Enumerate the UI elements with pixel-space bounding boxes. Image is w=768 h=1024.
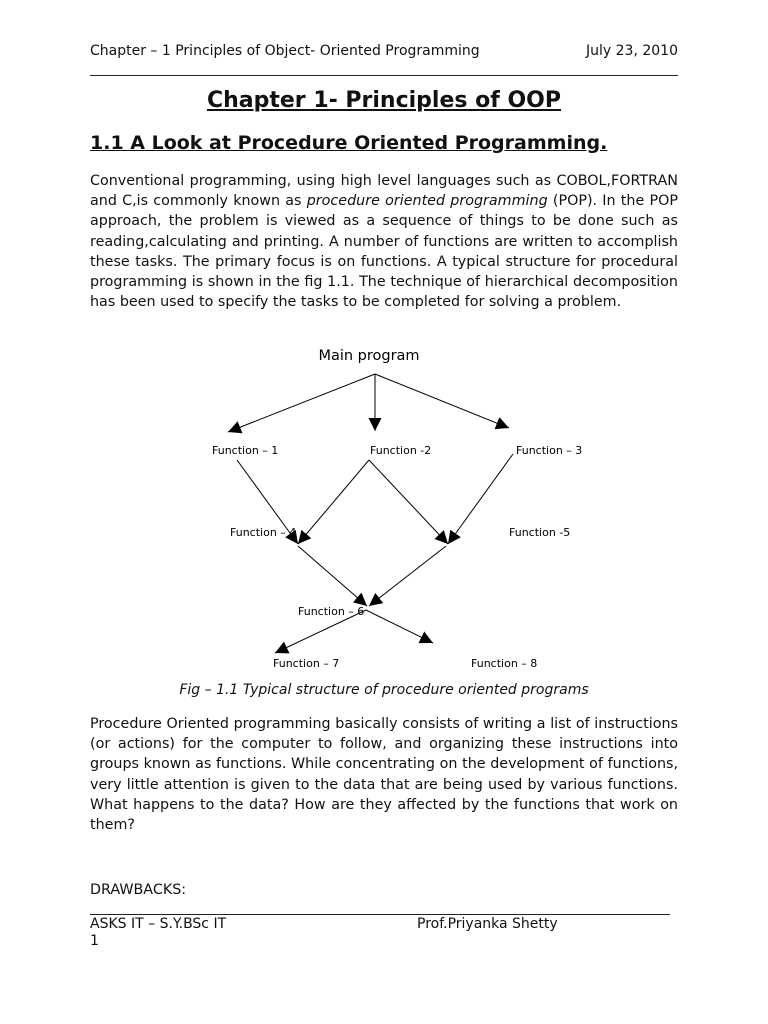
footer-institution: ASKS IT – S.Y.BSc IT xyxy=(90,916,227,932)
footer-rule xyxy=(90,914,670,915)
function-1-label: Function – 1 xyxy=(212,444,279,457)
diagram-arrows xyxy=(228,374,513,653)
section-heading: 1.1 A Look at Procedure Oriented Programming. xyxy=(90,132,608,154)
main-program-label: Main program xyxy=(318,348,420,364)
header-rule xyxy=(90,75,678,76)
arrow-f3-to-f5 xyxy=(448,454,513,544)
arrow-main-to-f1 xyxy=(228,374,375,432)
procedure-structure-diagram xyxy=(0,340,768,680)
function-8-label: Function – 8 xyxy=(471,657,538,670)
arrow-f5-to-f6 xyxy=(369,546,446,606)
figure-caption: Fig – 1.1 Typical structure of procedure oriented programs xyxy=(179,682,589,698)
chapter-title: Chapter 1- Principles of OOP xyxy=(206,88,562,113)
intro-text-italic: procedure oriented programming xyxy=(306,193,548,210)
running-header-date: July 23, 2010 xyxy=(586,43,678,59)
arrow-f6-to-f8 xyxy=(366,610,433,643)
function-7-label: Function – 7 xyxy=(273,657,340,670)
intro-paragraph xyxy=(90,171,678,312)
intro-text-part1: Conventional programming, using high level languages such as COBOL,FORTRAN and C,is commonly known as xyxy=(90,173,678,210)
arrow-f4-to-f6 xyxy=(298,546,367,606)
function-6-label: Function – 6 xyxy=(298,605,365,618)
function-2-label: Function -2 xyxy=(370,444,432,457)
body-paragraph: Procedure Oriented programming basically consists of writing a list of instructions (or actions) for the computer to follow, and organizing these instructions into groups known as functions. While concentrating on the development of functions, very little attention is given to the data that are being used by various functions. What happens to the data? How are they affected by the functions that work on them? xyxy=(90,716,678,834)
footer-author: Prof.Priyanka Shetty xyxy=(417,916,558,932)
arrow-f2-to-f5 xyxy=(369,460,448,544)
function-5-label: Function -5 xyxy=(509,526,571,539)
page-number: 1 xyxy=(90,933,99,949)
arrow-main-to-f3 xyxy=(375,374,509,428)
drawbacks-label: DRAWBACKS: xyxy=(90,882,187,898)
running-header-title: Chapter – 1 Principles of Object- Oriented Programming xyxy=(90,43,480,59)
arrow-f2-to-f4 xyxy=(298,460,369,544)
function-4-label: Function – 4 xyxy=(230,526,297,539)
intro-text-part2: (POP). In the POP approach, the problem is viewed as a sequence of things to be done such as reading,calculating and printing. A number of functions are written to accomplish these tasks. The primary focus is on functions. A typical structure for procedural programming is shown in the fig 1.1. The technique of hierarchical decomposition has been used to specify the tasks to be completed for solving a problem. xyxy=(90,193,678,311)
function-3-label: Function – 3 xyxy=(516,444,583,457)
